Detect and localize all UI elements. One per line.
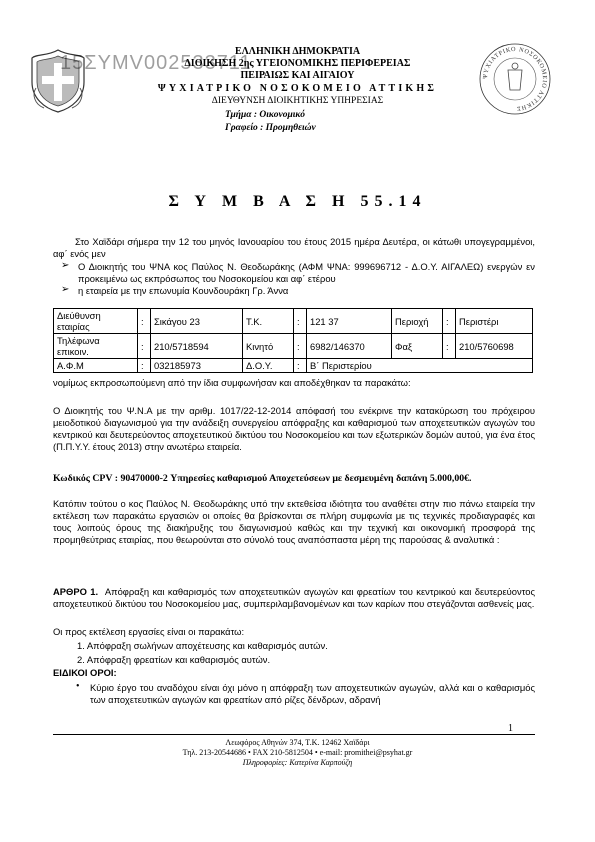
page-number: 1 [508,723,513,734]
header-department: Τμήμα : Οικονομικό [225,110,305,120]
table-cell: 032185973 [151,359,243,373]
table-cell: Α.Φ.Μ [54,359,138,373]
table-cell: Β΄ Περιστερίου [307,359,533,373]
arrow-bullet-icon: ➢ [61,284,70,295]
cpv-code: Κωδικός CPV : 90470000-2 Υπηρεσίες καθαρισμού Αποχετεύσεων με δεσμευμένη δαπάνη 5.000,00€. [53,473,472,484]
work-item-2: 2. Απόφραξη φρεατίων και καθαρισμός αυτών. [77,654,271,665]
table-cell: : [443,309,456,334]
table-cell: : [294,359,307,373]
table-cell: : [138,334,151,359]
table-cell: : [443,334,456,359]
table-cell: Τηλέφωνα επικοιν. [54,334,138,359]
works-intro: Οι προς εκτέλεση εργασίες είναι οι παρακάτω: [53,626,245,637]
assignment-paragraph: Κατόπιν τούτου ο κος Παύλος Ν. Θεοδωράκης υπό την εκτεθείσα ιδιότητα του αναθέτει στην πιο πάνω εταιρεία την εκτέλεση των παρακάτω εργασιών οι οποίες θα βρίσκονται σε πλήρη συμφωνία με τις τεχνικές προδιαγραφές και τους λοιπούς όρους της διακήρυξης του διαγωνισμού καθώς και την τεχνική και οικονομική προσφορά της προμηθεύτριας εταιρίας, που θεωρούνται στο σύνολό τους αναπόσπαστα μέρη της παρούσας & αναλυτικά : [53,498,535,545]
after-table-text: νομίμως εκπροσωπούμενη από την ίδια συμφωνήσαν και αποδέχθηκαν τα παρακάτω: [53,377,411,388]
bullet-icon: • [76,681,80,692]
table-cell: Φαξ [392,334,443,359]
article-1-text: Απόφραξη και καθαρισμός των αποχετευτικών αγωγών και φρεατίων του κεντρικού και δευτερεύοντος αποχετευτικού δικτύου του Νοσοκομείου μας, συμπεριλαμβανομένων και των καρίων που στεγάζονται ασθενείς μας. [53,586,535,609]
special-terms-heading: ΕΙΔΙΚΟΙ ΟΡΟΙ: [53,667,117,678]
table-cell: 6982/146370 [307,334,392,359]
decision-paragraph: Ο Διοικητής του Ψ.Ν.Α με την αριθμ. 1017/22-12-2014 απόφασή του ενέκρινε την κατακύρωση του πρόχειρου μειοδοτικού διαγωνισμού για την ανάδειξη συνεργείου απόφραξης και καθαρισμού των αποχετευτικών αγωγών του κεντρικού και δευτερεύοντος αποχετευτικού δικτύου του Νοσοκομείου και των εξωτερικών δομών αυτού, για ένα έτος (Π.Π.Υ.Υ. έτους 2013) στην ανωτέρω εταιρεία. [53,405,535,452]
table-cell: Διεύθυνση εταιρίας [54,309,138,334]
special-term-1: Κύριο έργο του αναδόχου είναι όχι μόνο η απόφραξη των αποχετευτικών αγωγών, αλλά και ο καθαρισμός των αποχετευτικών αγωγών και φρεατίων από ρίζες δένδρων, αδρανή [90,682,535,705]
header-hospital: ΨΥΧΙΑΤΡΙΚΟ ΝΟΣΟΚΟΜΕΙΟ ΑΤΤΙΚΗΣ [157,83,438,94]
table-cell: 210/5718594 [151,334,243,359]
table-cell: Σικάγου 23 [151,309,243,334]
article-1 [53,586,535,610]
footer-contact: Τηλ. 213-20544686 • FAX 210-5812504 • e-mail: promithei@psyhat.gr [182,748,413,757]
party1-text: Ο Διοικητής του ΨΝΑ κος Παύλος Ν. Θεοδωράκης (ΑΦΜ ΨΝΑ: 999696712 - Δ.Ο.Υ. ΑΙΓΑΛΕΩ) ενεργών εν προκειμένω ως εκπρόσωπος του Νοσοκομείου και αφ΄ ετέρου [78,261,535,284]
header-directorate: ΔΙΕΥΘΥΝΣΗ ΔΙΟΙΚΗΤΙΚΗΣ ΥΠΗΡΕΣΙΑΣ [211,96,384,106]
footer-info: Πληροφορίες: Κατερίνα Καρπούζη [242,758,353,767]
arrow-bullet-icon: ➢ [61,260,70,271]
table-cell: Τ.Κ. [243,309,294,334]
header-office: Γραφείο : Προμηθειών [225,123,316,133]
contract-title: Σ Υ Μ Β Α Σ Η 55.14 [168,193,427,210]
table-cell: 210/5760698 [456,334,533,359]
table-row [54,359,533,373]
article-1-label: ΑΡΘΡΟ 1. [53,586,99,597]
table-cell: : [138,309,151,334]
table-cell: Περιοχή [392,309,443,334]
table-cell: Κινητό [243,334,294,359]
party2-text: η εταιρεία με την επωνυμία Κουνδουράκη Γρ. Άννα [78,285,289,296]
table-row [54,334,533,359]
intro-paragraph: Στο Χαϊδάρι σήμερα την 12 του μηνός Ιανουαρίου του έτους 2015 ημέρα Δευτέρα, οι κάτωθι υπογεγραμμένοι, αφ΄ ενός μεν [53,236,535,259]
table-cell: 121 37 [307,309,392,334]
header-country: ΕΛΛΗΝΙΚΗ ΔΗΜΟΚΡΑΤΙΑ [234,46,361,57]
table-cell: Δ.Ο.Υ. [243,359,294,373]
footer-address: Λεωφόρος Αθηνών 374, Τ.Κ. 12462 Χαϊδάρι [225,738,370,747]
document-watermark: 15ΣΥΜV002533711 [60,52,252,74]
table-cell: : [294,334,307,359]
table-row [54,309,533,334]
company-details-table [53,308,533,373]
work-item-1: 1. Απόφραξη σωλήνων αποχέτευσης και καθαρισμός αυτών. [77,640,328,651]
header-region: ΠΕΙΡΑΙΩΣ ΚΑΙ ΑΙΓΑΙΟΥ [240,70,355,81]
table-cell: : [138,359,151,373]
header-administration: ΔΙΟΙΚΗΣΗ 2ης ΥΓΕΙΟΝΟΜΙΚΗΣ ΠΕΡΙΦΕΡΕΙΑΣ [184,58,411,69]
table-cell: Περιστέρι [456,309,533,334]
table-cell: : [294,309,307,334]
footer-divider [53,734,535,735]
seal-text: ΨΥΧΙΑΤΡΙΚΟ ΝΟΣΟΚΟΜΕΙΟ ΑΤΤΙΚΗΣ [481,45,549,113]
